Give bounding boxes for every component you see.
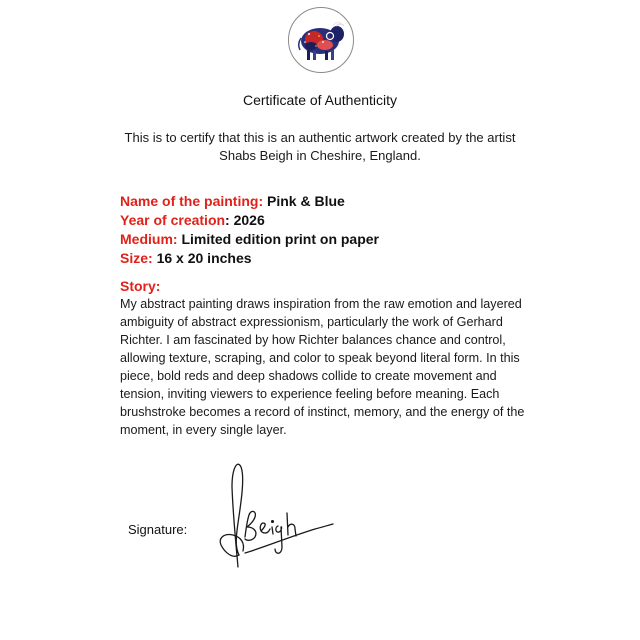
painting-name-row [120,192,560,211]
year-row [120,211,560,230]
medium-row [120,230,560,249]
story-label: Story: [120,278,161,294]
story-text: My abstract painting draws inspiration from the raw emotion and layered ambiguity of abstract expressionism, particularly the work of Gerhard Richter. I am fascinated by how Richter balances chance and control, allowing texture, scraping, and color to speak beyond literal form. In this piece, bold reds and deep shadows collide to create movement and tension, inviting viewers to experience feeling before meaning. Each brushstroke becomes a record of instinct, memory, and the energy of the moment, in every single layer. [120,297,525,437]
certificate-title: Certificate of Authenticity [242,92,398,108]
bull-logo-icon [288,7,354,73]
medium-value: Limited edition print on paper [181,231,380,247]
handwritten-signature-icon [205,455,340,585]
medium-label: Medium: [120,231,182,247]
size-value: 16 x 20 inches [156,250,252,266]
size-label: Size: [120,250,157,266]
signature-label: Signature: [128,522,188,537]
year-label: Year of creation [120,212,226,228]
year-value: : 2026 [225,212,265,228]
certificate-intro: This is to certify that this is an authentic artwork created by the artist Shabs Beigh in Cheshire, England. [124,130,516,163]
painting-name-value: Pink & Blue [267,193,345,209]
painting-name-label: Name of the painting: [120,193,267,209]
size-row [120,249,560,268]
artwork-details [120,192,560,268]
